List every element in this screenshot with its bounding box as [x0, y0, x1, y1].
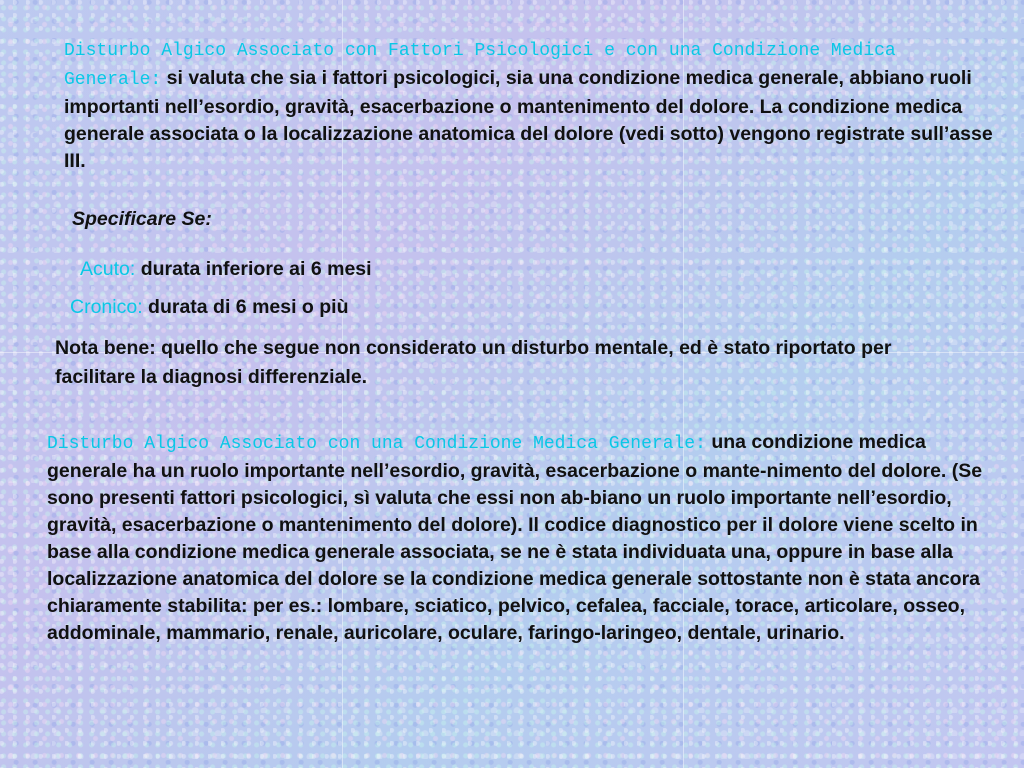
paragraph-body: si valuta che sia i fattori psicologici, sia una condizione medica generale, abbiano ruoli importanti nell’esordio, gravità, esacerbazione o mantenimento del dolore. La condizione medica generale associata o la localizzazione anatomica del dolore (vedi sotto) vengono registrate sull’asse III. — [64, 67, 993, 172]
pain-disorder-psych-and-medical-paragraph — [64, 36, 994, 175]
chronic-specifier — [70, 294, 349, 321]
note-paragraph: Nota bene: quello che segue non considerato un disturbo mentale, ed è stato riportato per facilitare la diagnosi differenziale. — [55, 337, 892, 388]
chronic-text: durata di 6 mesi o più — [148, 296, 349, 318]
pain-disorder-medical-paragraph — [47, 429, 997, 647]
paragraph-body: una condizione medica generale ha un ruolo importante nell’esordio, gravità, esacerbazione o mante-nimento del dolore. (Se sono presenti fattori psicologici, sì valuta che essi non ab-biano un ruolo importante nell’esordio, gravità, esacerbazione o mantenimento del dolore). Il codice diagnostico per il dolore viene scelto in base alla condizione medica generale associata, se ne è stata individuata una, oppure in base alla localizzazione anatomica del dolore se la condizione medica generale sottostante non è stata ancora chiaramente stabilita: per es.: lombare, sciatico, pelvico, cefalea, facciale, torace, articolare, osseo, addominale, mammario, renale, auricolare, oculare, faringo-laringeo, dentale, urinario. — [47, 431, 983, 644]
acute-label: Acuto: — [80, 258, 136, 280]
paragraph-heading: Disturbo Algico Associato con Fattori Psicologici e con una Condizione Medica Generale: — [64, 41, 896, 90]
acute-text: durata inferiore ai 6 mesi — [140, 258, 372, 280]
acute-specifier — [80, 256, 372, 283]
specify-heading: Specificare Se: — [72, 208, 212, 230]
paragraph-heading: Disturbo Algico Associato con una Condizione Medica Generale: — [47, 434, 706, 454]
chronic-label: Cronico: — [70, 296, 143, 318]
